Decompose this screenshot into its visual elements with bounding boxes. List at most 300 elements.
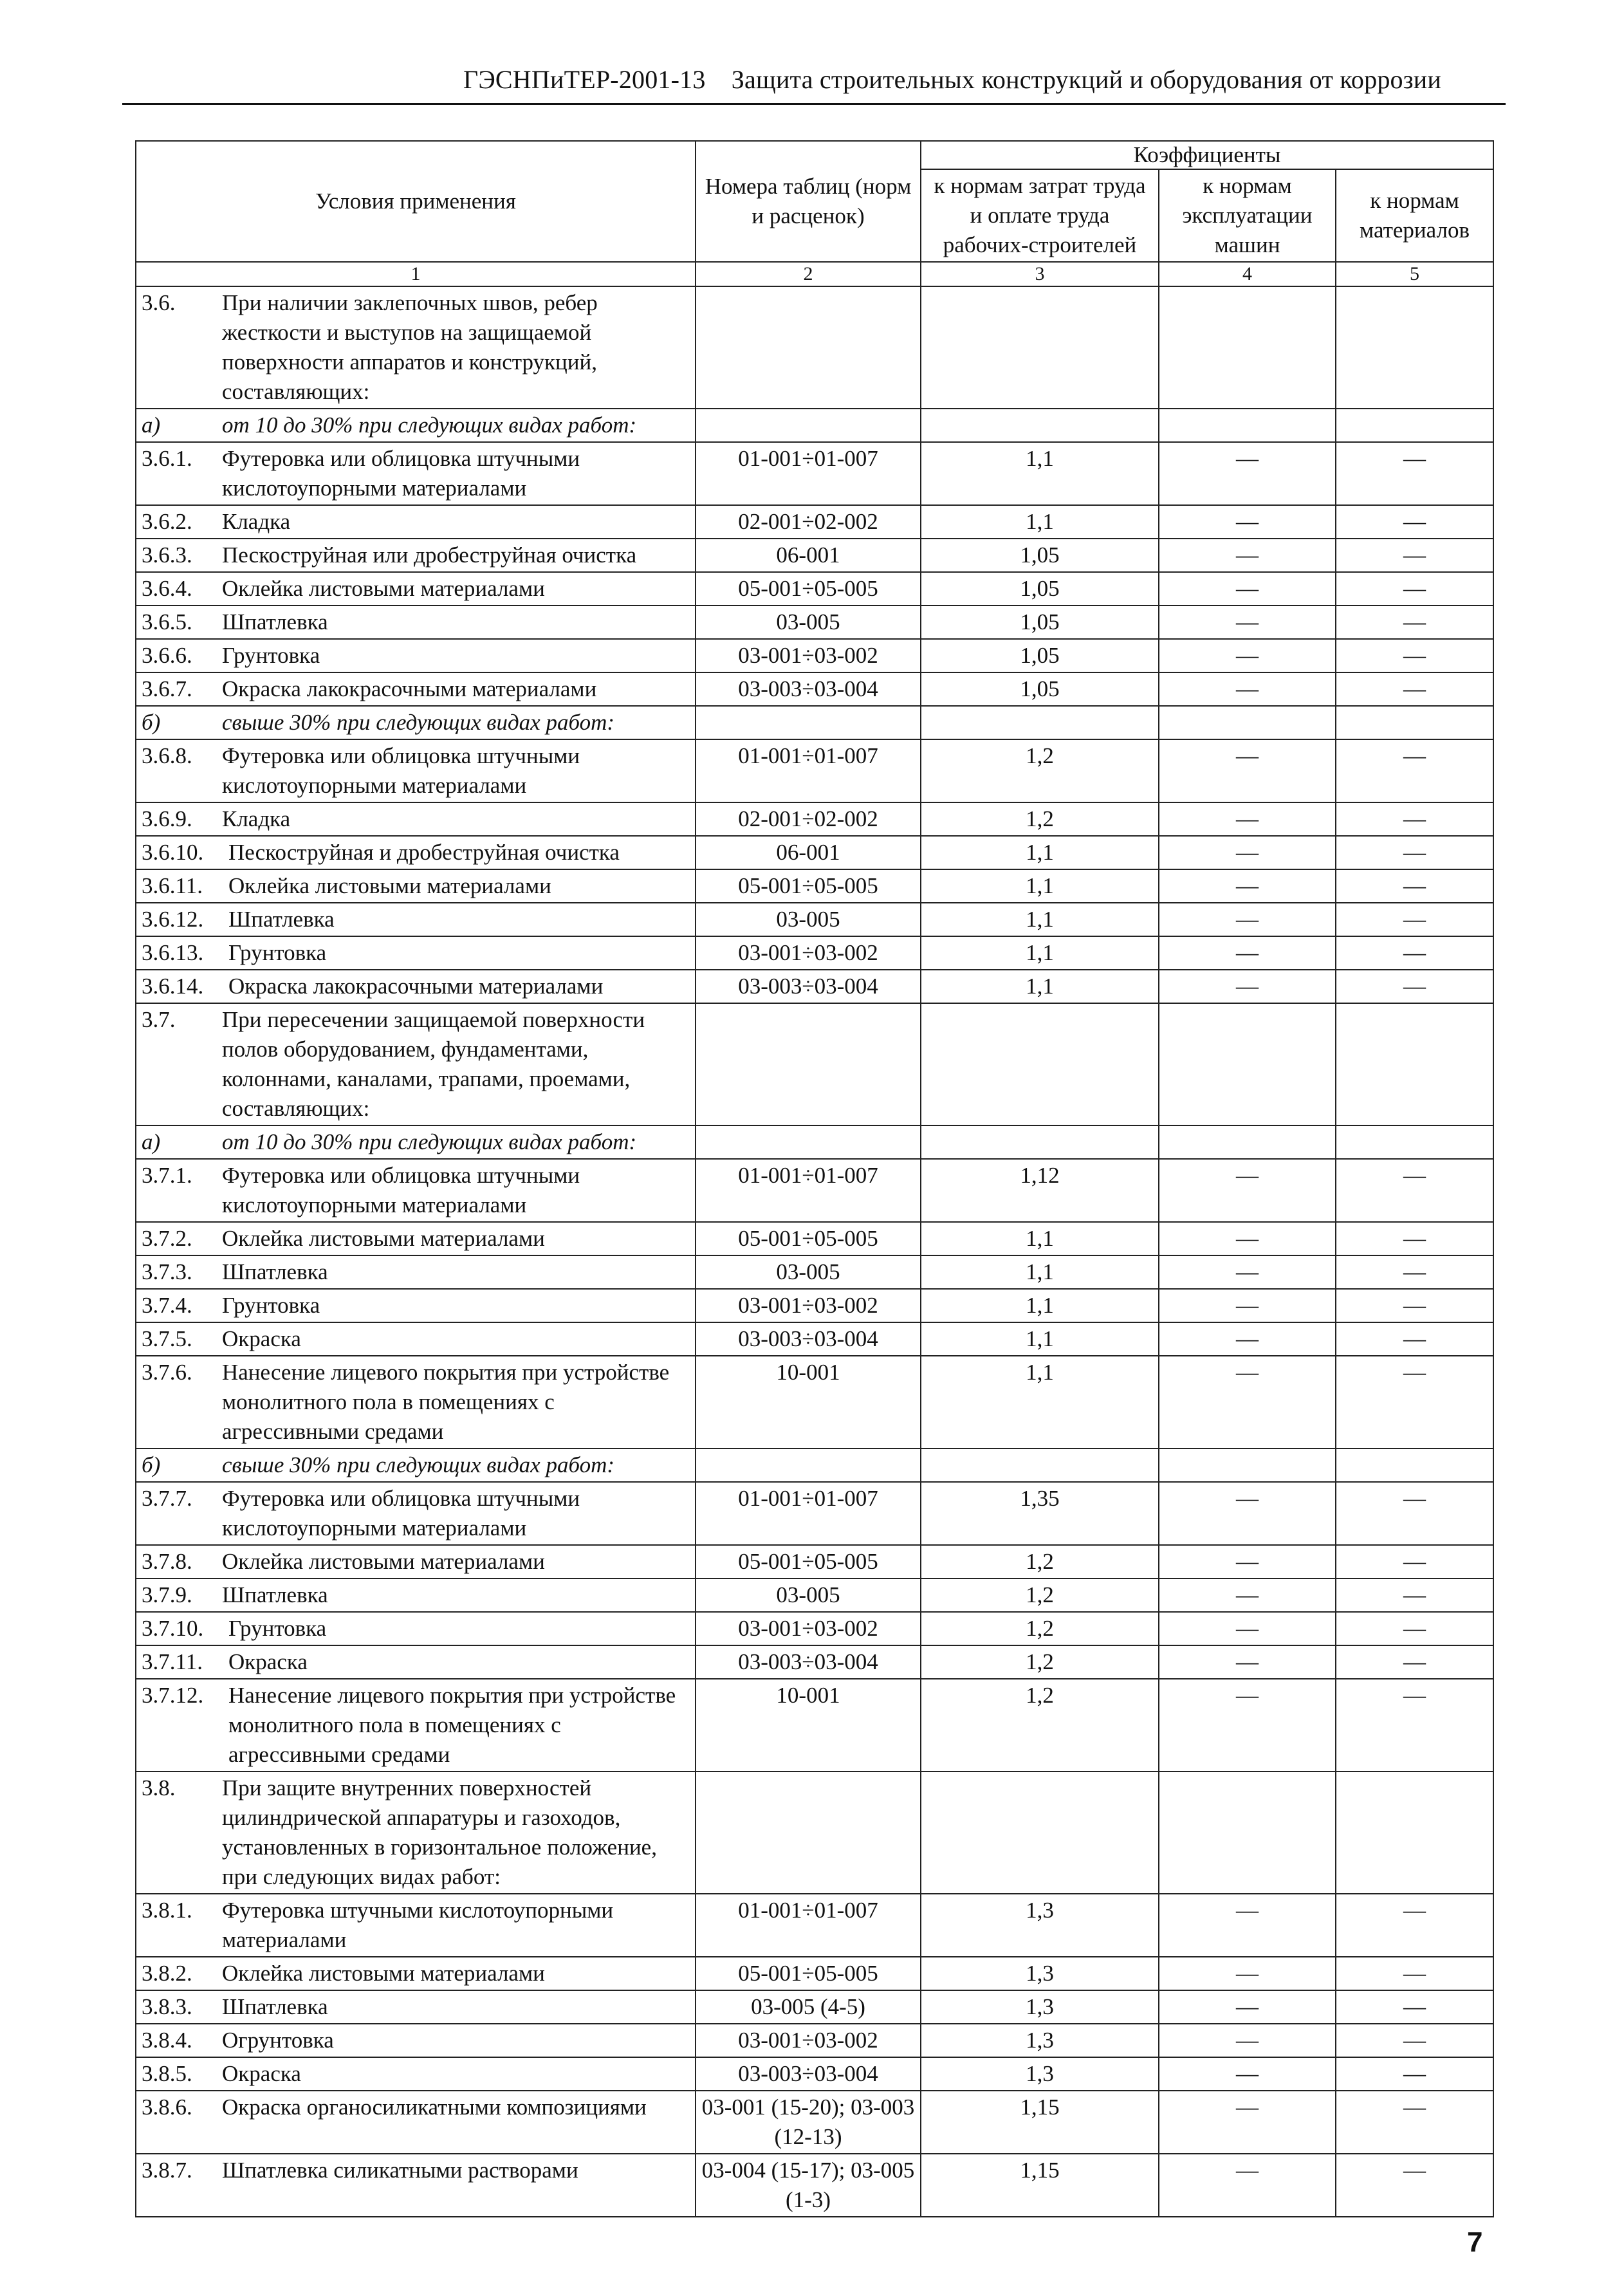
item-text: Кладка [222, 509, 291, 534]
item-number: 3.8.3. [142, 1994, 192, 2019]
materials-coefficient: — [1336, 836, 1493, 869]
condition [142, 1324, 690, 1354]
labor-coefficient: 1,3 [921, 2024, 1159, 2057]
labor-coefficient: 1,3 [921, 1894, 1159, 1957]
item-number: 3.6.10. [142, 840, 204, 865]
tables-cell: 02-001÷02-002 [696, 505, 921, 539]
item-text: Футеровка или облицовка штучными кислотоупорными материалами [222, 446, 580, 501]
item-text: Шпатлевка [222, 1259, 328, 1284]
item-number: 3.7.4. [142, 1293, 192, 1318]
item-number: 3.6.12. [142, 907, 204, 932]
condition-cell [136, 1003, 696, 1125]
materials-coefficient: — [1336, 2057, 1493, 2091]
table-row [136, 2091, 1493, 2154]
condition-cell [136, 1957, 696, 1990]
item-number: 3.7.8. [142, 1549, 192, 1574]
machines-coefficient [1159, 1003, 1336, 1125]
condition-cell [136, 1772, 696, 1894]
materials-coefficient: — [1336, 1159, 1493, 1222]
item-number: 3.8.6. [142, 2095, 192, 2120]
condition-cell [136, 1612, 696, 1645]
page-number: 7 [1467, 2226, 1483, 2258]
item-text: Футеровка или облицовка штучными кислотоупорными материалами [222, 1163, 580, 1217]
condition-cell [136, 2057, 696, 2091]
header-row [136, 141, 1493, 169]
table-row [136, 936, 1493, 970]
labor-coefficient: 1,1 [921, 903, 1159, 936]
condition [142, 607, 690, 637]
header-tables: Номера таблиц (норм и расценок) [696, 141, 921, 262]
machines-coefficient: — [1159, 505, 1336, 539]
machines-coefficient: — [1159, 1894, 1336, 1957]
materials-coefficient: — [1336, 1222, 1493, 1255]
machines-coefficient: — [1159, 739, 1336, 802]
tables-cell: 01-001÷01-007 [696, 1482, 921, 1545]
machines-coefficient: — [1159, 1545, 1336, 1578]
item-number: 3.7.9. [142, 1582, 192, 1607]
machines-coefficient [1159, 1448, 1336, 1482]
condition [142, 2026, 690, 2055]
labor-coefficient: 1,2 [921, 1612, 1159, 1645]
condition-cell [136, 1448, 696, 1482]
item-number: 3.7.2. [142, 1226, 192, 1251]
column-number: 4 [1159, 262, 1336, 286]
machines-coefficient: — [1159, 836, 1336, 869]
item-number: 3.6.6. [142, 643, 192, 668]
condition-cell [136, 2154, 696, 2217]
condition-cell [136, 936, 696, 970]
table-row [136, 505, 1493, 539]
coefficients-table [135, 140, 1494, 2217]
condition [142, 1257, 690, 1287]
header-conditions: Условия применения [136, 141, 696, 262]
condition [142, 1896, 690, 1955]
condition-cell [136, 869, 696, 903]
tables-cell: 03-005 [696, 1578, 921, 1612]
labor-coefficient [921, 1125, 1159, 1159]
condition-cell [136, 1322, 696, 1356]
item-number: 3.7.11. [142, 1649, 203, 1674]
machines-coefficient: — [1159, 2057, 1336, 2091]
materials-coefficient [1336, 286, 1493, 409]
machines-coefficient [1159, 409, 1336, 442]
materials-coefficient: — [1336, 539, 1493, 572]
labor-coefficient: 1,05 [921, 672, 1159, 706]
machines-coefficient: — [1159, 936, 1336, 970]
condition [142, 674, 690, 704]
table-row [136, 869, 1493, 903]
labor-coefficient: 1,1 [921, 1322, 1159, 1356]
header-materials: к нормам материалов [1336, 169, 1493, 262]
table-row [136, 539, 1493, 572]
item-text: Оклейка листовыми материалами [222, 1549, 545, 1574]
table-row [136, 1645, 1493, 1679]
condition [142, 1959, 690, 1988]
item-number: 3.8. [142, 1775, 176, 1800]
section-row [136, 1003, 1493, 1125]
item-number: 3.8.4. [142, 2028, 192, 2053]
condition-cell [136, 706, 696, 739]
condition [142, 288, 690, 407]
condition [142, 938, 690, 968]
machines-coefficient: — [1159, 606, 1336, 639]
tables-cell: 03-001 (15-20); 03-003 (12-13) [696, 2091, 921, 2154]
condition-cell [136, 836, 696, 869]
item-text: Грунтовка [228, 940, 327, 965]
labor-coefficient: 1,2 [921, 739, 1159, 802]
table-body [136, 286, 1493, 2217]
labor-coefficient: 1,1 [921, 1255, 1159, 1289]
tables-cell: 03-005 [696, 606, 921, 639]
machines-coefficient: — [1159, 2154, 1336, 2217]
section-row [136, 1772, 1493, 1894]
column-number-row [136, 262, 1493, 286]
materials-coefficient: — [1336, 903, 1493, 936]
condition [142, 641, 690, 671]
tables-cell: 03-001÷03-002 [696, 1612, 921, 1645]
subsection-row [136, 409, 1493, 442]
materials-coefficient: — [1336, 505, 1493, 539]
condition [142, 2156, 690, 2185]
tables-cell: 03-003÷03-004 [696, 2057, 921, 2091]
condition-cell [136, 903, 696, 936]
item-text: Грунтовка [228, 1616, 327, 1641]
condition [142, 972, 690, 1001]
materials-coefficient: — [1336, 1322, 1493, 1356]
condition [142, 871, 690, 901]
condition-cell [136, 1578, 696, 1612]
labor-coefficient: 1,1 [921, 505, 1159, 539]
condition-cell [136, 505, 696, 539]
condition [142, 741, 690, 800]
machines-coefficient: — [1159, 1159, 1336, 1222]
table-row [136, 1289, 1493, 1322]
condition-cell [136, 1645, 696, 1679]
condition-cell [136, 606, 696, 639]
machines-coefficient: — [1159, 1679, 1336, 1772]
tables-cell: 01-001÷01-007 [696, 1894, 921, 1957]
materials-coefficient: — [1336, 869, 1493, 903]
table-row [136, 1894, 1493, 1957]
labor-coefficient: 1,35 [921, 1482, 1159, 1545]
materials-coefficient [1336, 1003, 1493, 1125]
item-number: 3.6.1. [142, 446, 192, 471]
tables-cell [696, 1003, 921, 1125]
condition [142, 1005, 690, 1124]
materials-coefficient: — [1336, 936, 1493, 970]
labor-coefficient [921, 1003, 1159, 1125]
item-text: Шпатлевка [222, 1994, 328, 2019]
labor-coefficient: 1,1 [921, 970, 1159, 1003]
item-number: 3.7.6. [142, 1360, 192, 1385]
condition [142, 411, 690, 440]
machines-coefficient: — [1159, 2024, 1336, 2057]
labor-coefficient [921, 286, 1159, 409]
item-number: 3.6.11. [142, 873, 203, 898]
item-text: от 10 до 30% при следующих видах работ: [222, 412, 637, 438]
item-text: Футеровка или облицовка штучными кислотоупорными материалами [222, 1486, 580, 1540]
materials-coefficient: — [1336, 802, 1493, 836]
materials-coefficient: — [1336, 1255, 1493, 1289]
machines-coefficient: — [1159, 802, 1336, 836]
item-text: Шпатлевка [228, 907, 335, 932]
tables-cell: 10-001 [696, 1679, 921, 1772]
tables-cell: 05-001÷05-005 [696, 572, 921, 606]
labor-coefficient [921, 1448, 1159, 1482]
labor-coefficient: 1,05 [921, 639, 1159, 672]
tables-cell: 01-001÷01-007 [696, 1159, 921, 1222]
table-row [136, 1990, 1493, 2024]
tables-cell: 03-003÷03-004 [696, 1322, 921, 1356]
labor-coefficient [921, 1772, 1159, 1894]
tables-cell: 05-001÷05-005 [696, 1545, 921, 1578]
tables-cell: 03-001÷03-002 [696, 2024, 921, 2057]
tables-cell: 03-001÷03-002 [696, 936, 921, 970]
tables-cell: 03-005 (4-5) [696, 1990, 921, 2024]
item-text: свыше 30% при следующих видах работ: [222, 710, 615, 735]
table-row [136, 836, 1493, 869]
item-text: Грунтовка [222, 643, 320, 668]
table-row [136, 1222, 1493, 1255]
item-text: Окраска [222, 2061, 301, 2086]
table-row [136, 1356, 1493, 1448]
table-row [136, 970, 1493, 1003]
tables-cell: 01-001÷01-007 [696, 739, 921, 802]
condition-cell [136, 1255, 696, 1289]
machines-coefficient: — [1159, 903, 1336, 936]
item-text: При пересечении защищаемой поверхности полов оборудованием, фундаментами, колоннами, каналами, трапами, проемами, составляющих: [222, 1007, 645, 1121]
item-text: Окраска [228, 1649, 308, 1674]
section-row [136, 286, 1493, 409]
tables-cell [696, 1125, 921, 1159]
table-row [136, 1255, 1493, 1289]
condition [142, 1647, 690, 1677]
item-text: Шпатлевка [222, 609, 328, 634]
machines-coefficient: — [1159, 970, 1336, 1003]
item-number: а) [142, 412, 161, 438]
materials-coefficient: — [1336, 1990, 1493, 2024]
machines-coefficient: — [1159, 539, 1336, 572]
table-row [136, 1578, 1493, 1612]
machines-coefficient: — [1159, 1255, 1336, 1289]
condition [142, 1580, 690, 1610]
tables-cell: 03-001÷03-002 [696, 639, 921, 672]
item-text: При защите внутренних поверхностей цилиндрической аппаратуры и газоходов, установленных в горизонтальное положение, при следующих видах работ: [222, 1775, 657, 1889]
header-labor: к нормам затрат труда и оплате труда рабочих-строителей [921, 169, 1159, 262]
tables-cell [696, 706, 921, 739]
tables-cell: 05-001÷05-005 [696, 1957, 921, 1990]
table-row [136, 1545, 1493, 1578]
table-row [136, 1957, 1493, 1990]
condition-cell [136, 672, 696, 706]
item-text: Окраска лакокрасочными материалами [228, 974, 604, 999]
machines-coefficient: — [1159, 672, 1336, 706]
item-number: 3.6.14. [142, 974, 204, 999]
table-row [136, 572, 1493, 606]
labor-coefficient: 1,1 [921, 936, 1159, 970]
tables-cell [696, 1448, 921, 1482]
tables-cell: 02-001÷02-002 [696, 802, 921, 836]
item-text: Нанесение лицевого покрытия при устройстве монолитного пола в помещениях с агрессивными средами [222, 1360, 670, 1444]
item-text: Оклейка листовыми материалами [228, 873, 551, 898]
materials-coefficient: — [1336, 572, 1493, 606]
table-row [136, 2024, 1493, 2057]
item-text: Кладка [222, 806, 291, 831]
labor-coefficient: 1,1 [921, 1356, 1159, 1448]
tables-cell: 03-005 [696, 1255, 921, 1289]
machines-coefficient: — [1159, 639, 1336, 672]
labor-coefficient: 1,3 [921, 1990, 1159, 2024]
condition [142, 1547, 690, 1577]
tables-cell: 06-001 [696, 539, 921, 572]
table-row [136, 639, 1493, 672]
condition [142, 1484, 690, 1543]
labor-coefficient: 1,05 [921, 606, 1159, 639]
table-row [136, 606, 1493, 639]
materials-coefficient: — [1336, 1679, 1493, 1772]
materials-coefficient [1336, 706, 1493, 739]
column-number: 5 [1336, 262, 1493, 286]
tables-cell: 03-005 [696, 903, 921, 936]
item-number: 3.8.2. [142, 1961, 192, 1986]
document-title: Защита строительных конструкций и оборудования от коррозии [731, 65, 1441, 94]
materials-coefficient: — [1336, 1356, 1493, 1448]
condition [142, 804, 690, 834]
item-number: 3.6.7. [142, 676, 192, 701]
condition-cell [136, 2024, 696, 2057]
running-header [463, 64, 1506, 95]
item-text: Оклейка листовыми материалами [222, 1961, 545, 1986]
condition [142, 1358, 690, 1447]
item-number: 3.6.9. [142, 806, 192, 831]
table-row [136, 802, 1493, 836]
condition [142, 507, 690, 537]
materials-coefficient: — [1336, 1545, 1493, 1578]
condition [142, 2093, 690, 2122]
condition [142, 1450, 690, 1480]
condition-cell [136, 1222, 696, 1255]
condition-cell [136, 1159, 696, 1222]
header-rule [122, 103, 1506, 105]
machines-coefficient: — [1159, 1578, 1336, 1612]
subsection-row [136, 1448, 1493, 1482]
item-number: 3.7.3. [142, 1259, 192, 1284]
condition [142, 541, 690, 570]
machines-coefficient: — [1159, 1645, 1336, 1679]
condition-cell [136, 1289, 696, 1322]
machines-coefficient: — [1159, 572, 1336, 606]
item-text: Шпатлевка [222, 1582, 328, 1607]
column-number: 3 [921, 262, 1159, 286]
item-text: Огрунтовка [222, 2028, 334, 2053]
header-coefficients: Коэффициенты [921, 141, 1493, 169]
item-text: При наличии заклепочных швов, ребер жесткости и выступов на защищаемой поверхности аппаратов и конструкций, составляющих: [222, 290, 598, 404]
item-number: 3.8.7. [142, 2158, 192, 2183]
machines-coefficient: — [1159, 1990, 1336, 2024]
materials-coefficient: — [1336, 2024, 1493, 2057]
tables-cell: 05-001÷05-005 [696, 1222, 921, 1255]
labor-coefficient: 1,1 [921, 1289, 1159, 1322]
machines-coefficient [1159, 1125, 1336, 1159]
materials-coefficient: — [1336, 1645, 1493, 1679]
item-text: Оклейка листовыми материалами [222, 576, 545, 601]
materials-coefficient: — [1336, 1894, 1493, 1957]
labor-coefficient [921, 706, 1159, 739]
machines-coefficient: — [1159, 1482, 1336, 1545]
materials-coefficient: — [1336, 639, 1493, 672]
item-number: 3.7.12. [142, 1683, 204, 1708]
materials-coefficient: — [1336, 2154, 1493, 2217]
machines-coefficient: — [1159, 1289, 1336, 1322]
machines-coefficient: — [1159, 869, 1336, 903]
table-row [136, 1322, 1493, 1356]
machines-coefficient [1159, 1772, 1336, 1894]
item-text: от 10 до 30% при следующих видах работ: [222, 1129, 637, 1154]
labor-coefficient: 1,3 [921, 2057, 1159, 2091]
materials-coefficient: — [1336, 1578, 1493, 1612]
item-text: Окраска органосиликатными композициями [222, 2095, 647, 2120]
table-row [136, 672, 1493, 706]
tables-cell: 03-003÷03-004 [696, 970, 921, 1003]
materials-coefficient [1336, 1448, 1493, 1482]
table-row [136, 1482, 1493, 1545]
tables-cell: 03-003÷03-004 [696, 1645, 921, 1679]
labor-coefficient: 1,1 [921, 442, 1159, 505]
item-text: Нанесение лицевого покрытия при устройстве монолитного пола в помещениях с агрессивными средами [228, 1683, 676, 1767]
item-number: 3.7.7. [142, 1486, 192, 1511]
materials-coefficient [1336, 1772, 1493, 1894]
table-row [136, 739, 1493, 802]
table-row [136, 903, 1493, 936]
condition [142, 1681, 690, 1770]
labor-coefficient: 1,2 [921, 1645, 1159, 1679]
item-text: свыше 30% при следующих видах работ: [222, 1452, 615, 1477]
labor-coefficient: 1,2 [921, 1545, 1159, 1578]
table-row [136, 2057, 1493, 2091]
tables-cell [696, 409, 921, 442]
condition-cell [136, 1125, 696, 1159]
materials-coefficient: — [1336, 2091, 1493, 2154]
labor-coefficient: 1,15 [921, 2091, 1159, 2154]
tables-cell: 03-001÷03-002 [696, 1289, 921, 1322]
tables-cell: 03-004 (15-17); 03-005 (1-3) [696, 2154, 921, 2217]
condition [142, 2059, 690, 2089]
tables-cell: 03-003÷03-004 [696, 672, 921, 706]
condition-cell [136, 1482, 696, 1545]
item-number: 3.6.8. [142, 743, 192, 768]
item-text: Шпатлевка силикатными растворами [222, 2158, 578, 2183]
item-number: 3.7.10. [142, 1616, 204, 1641]
labor-coefficient: 1,1 [921, 869, 1159, 903]
machines-coefficient: — [1159, 2091, 1336, 2154]
condition-cell [136, 286, 696, 409]
item-number: а) [142, 1129, 161, 1154]
materials-coefficient: — [1336, 442, 1493, 505]
condition-cell [136, 1545, 696, 1578]
condition-cell [136, 639, 696, 672]
item-number: 3.6.5. [142, 609, 192, 634]
labor-coefficient: 1,05 [921, 539, 1159, 572]
item-text: Окраска [222, 1326, 301, 1351]
condition-cell [136, 970, 696, 1003]
materials-coefficient: — [1336, 1612, 1493, 1645]
item-number: 3.6. [142, 290, 176, 315]
machines-coefficient: — [1159, 1957, 1336, 1990]
machines-coefficient: — [1159, 1322, 1336, 1356]
condition-cell [136, 2091, 696, 2154]
column-number: 2 [696, 262, 921, 286]
condition-cell [136, 572, 696, 606]
